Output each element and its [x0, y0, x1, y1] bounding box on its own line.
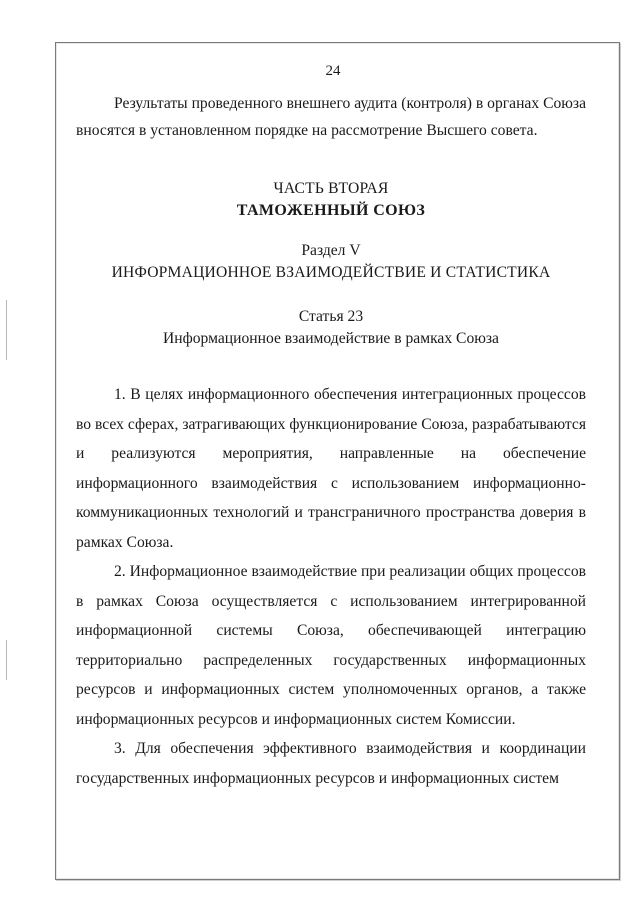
section-label: Раздел V [301, 242, 361, 260]
article-paragraph-3: 3. Для обеспечения эффективного взаимодействия и координации государственных информационных ресурсов и информационных систем [76, 740, 586, 787]
page-number: 24 [325, 63, 341, 79]
section-title: ИНФОРМАЦИОННОЕ ВЗАИМОДЕЙСТВИЕ И СТАТИСТИКА [111, 264, 551, 282]
article-label: Статья 23 [298, 308, 364, 326]
article-body [76, 380, 586, 793]
scan-edge-mark-left-lower [6, 640, 7, 680]
part-title: ТАМОЖЕННЫЙ СОЮЗ [236, 202, 426, 220]
scan-edge-mark-left [6, 300, 7, 360]
article-title: Информационное взаимодействие в рамках Союза [163, 330, 499, 348]
intro-paragraph: Результаты проведенного внешнего аудита (контроля) в органах Союза вносятся в установленном порядке на рассмотрение Высшего совета. [76, 95, 586, 139]
article-paragraph-1: 1. В целях информационного обеспечения интеграционных процессов во всех сферах, затрагивающих функционирование Союза, разрабатываются и реализуются мероприятия, направленные на обеспечение информационного взаимодействия с использованием информационно-коммуникационных технологий и трансграничного пространства доверия в рамках Союза. [76, 386, 586, 551]
spacer [76, 144, 586, 178]
part-label: ЧАСТЬ ВТОРАЯ [273, 180, 389, 198]
document-page [76, 58, 586, 793]
article-paragraph-2: 2. Информационное взаимодействие при реализации общих процессов в рамках Союза осуществляется с использованием интегрированной информационной системы Союза, обеспечивающей интеграцию территориально распределенных государственных информационных ресурсов и информационных систем уполномоченных органов, а также информационных ресурсов и информационных систем Комиссии. [76, 563, 586, 728]
